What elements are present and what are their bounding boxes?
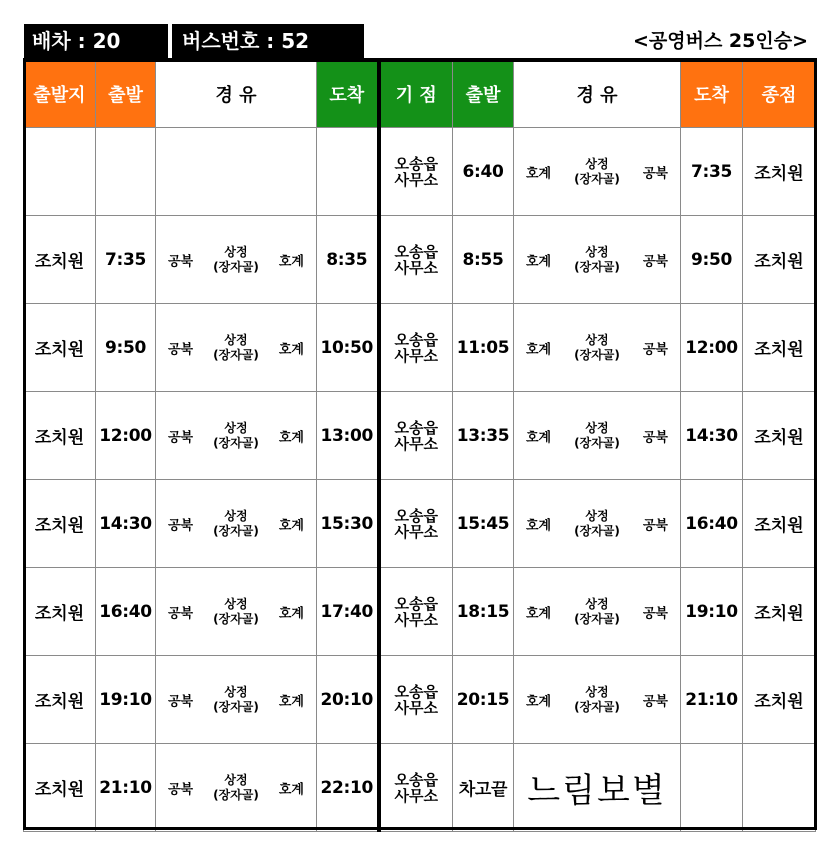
via-cell: [156, 480, 317, 568]
arrival-cell-2: [681, 744, 743, 832]
departure-cell: 21:10: [96, 744, 156, 832]
via-stop-middle-sub: (장자골): [213, 435, 259, 450]
via-route: [514, 128, 680, 215]
terminal-cell: [379, 392, 453, 480]
terminal-cell: [379, 656, 453, 744]
arrival-cell: 10:50: [317, 304, 379, 392]
departure-cell-2: 차고끝: [453, 744, 514, 832]
dispatch-label: 배차 : 20: [24, 24, 168, 58]
via-stop-last: 호계: [278, 342, 304, 357]
bus-number-label: 버스번호 : 52: [172, 24, 364, 58]
via-cell: [156, 656, 317, 744]
table-row: [24, 656, 816, 744]
end-cell: [743, 744, 816, 832]
via-cell: [514, 128, 681, 216]
via-stop-first: 공북: [168, 518, 194, 533]
departure-cell: 9:50: [96, 304, 156, 392]
via-cell: [514, 480, 681, 568]
terminal-sub: 사무소: [394, 610, 438, 629]
arrival-cell: 17:40: [317, 568, 379, 656]
via-stop-middle-sub: (장자골): [574, 699, 620, 714]
via-cell: [514, 392, 681, 480]
via-stop-first: 호계: [526, 518, 552, 533]
via-stop-middle-sub: (장자골): [574, 523, 620, 538]
via-stop-middle-name: 상정: [224, 420, 248, 435]
end-cell: 조치원: [743, 480, 816, 568]
via-stop-first: 공북: [168, 694, 194, 709]
terminal-name: 오송읍: [394, 770, 438, 789]
via-stop-middle-name: 상정: [224, 244, 248, 259]
departure-cell-2: 13:35: [453, 392, 514, 480]
arrival-cell-2: 12:00: [681, 304, 743, 392]
origin-cell: 조치원: [24, 568, 96, 656]
table-row: [24, 392, 816, 480]
via-stop-middle-name: 상정: [224, 772, 248, 787]
terminal-cell: [379, 568, 453, 656]
terminal-cell: [379, 128, 453, 216]
via-stop-middle-name: 상정: [224, 332, 248, 347]
via-stop-last: 호계: [278, 694, 304, 709]
origin-cell: [24, 128, 96, 216]
col-header-via: 경 유: [156, 61, 317, 128]
end-cell: 조치원: [743, 656, 816, 744]
departure-cell-2: 8:55: [453, 216, 514, 304]
via-stop-middle-sub: (장자골): [574, 171, 620, 186]
via-cell: [514, 304, 681, 392]
arrival-cell: 13:00: [317, 392, 379, 480]
via-stop-last: 공북: [642, 694, 668, 709]
via-stop-middle-sub: (장자골): [574, 347, 620, 362]
via-stop-last: 호계: [278, 254, 304, 269]
terminal-sub: 사무소: [394, 346, 438, 365]
origin-cell: 조치원: [24, 216, 96, 304]
via-stop-middle-name: 상정: [585, 332, 609, 347]
departure-cell: 12:00: [96, 392, 156, 480]
via-route: [156, 304, 316, 391]
origin-cell: 조치원: [24, 656, 96, 744]
departure-cell-2: 15:45: [453, 480, 514, 568]
arrival-cell-2: 16:40: [681, 480, 743, 568]
end-cell: 조치원: [743, 568, 816, 656]
via-stop-middle-sub: (장자골): [213, 347, 259, 362]
table-row: [24, 216, 816, 304]
arrival-cell-2: 9:50: [681, 216, 743, 304]
arrival-cell-2: 19:10: [681, 568, 743, 656]
via-cell: [514, 216, 681, 304]
via-stop-middle: [213, 509, 259, 539]
col-header-terminal: 기 점: [379, 61, 453, 128]
departure-cell: 7:35: [96, 216, 156, 304]
via-stop-middle-sub: (장자골): [213, 523, 259, 538]
arrival-cell: 22:10: [317, 744, 379, 832]
arrival-cell: [317, 128, 379, 216]
via-stop-first: 호계: [526, 166, 552, 181]
via-stop-middle: [574, 245, 620, 275]
via-stop-middle-name: 상정: [585, 156, 609, 171]
timetable: [23, 60, 816, 832]
via-stop-middle-sub: (장자골): [213, 787, 259, 802]
via-stop-middle-sub: (장자골): [213, 611, 259, 626]
end-cell: 조치원: [743, 128, 816, 216]
via-route: [156, 392, 316, 479]
terminal-name: 오송읍: [394, 594, 438, 613]
via-cell: [156, 744, 317, 832]
col-header-origin: 출발지: [24, 61, 96, 128]
terminal-sub: 사무소: [394, 258, 438, 277]
via-route: [514, 392, 680, 479]
departure-cell-2: 6:40: [453, 128, 514, 216]
table-row: [24, 568, 816, 656]
via-stop-middle: [213, 773, 259, 803]
arrival-cell-2: 7:35: [681, 128, 743, 216]
via-stop-middle-sub: (장자골): [574, 611, 620, 626]
via-cell: [514, 656, 681, 744]
col-header-arrival-2: 도착: [681, 61, 743, 128]
terminal-name: 오송읍: [394, 242, 438, 261]
departure-cell: [96, 128, 156, 216]
via-route: [514, 656, 680, 743]
end-cell: 조치원: [743, 304, 816, 392]
via-cell: [156, 568, 317, 656]
via-stop-middle-name: 상정: [224, 508, 248, 523]
via-stop-first: 공북: [168, 254, 194, 269]
via-stop-first: 호계: [526, 342, 552, 357]
departure-cell: 14:30: [96, 480, 156, 568]
via-stop-first: 공북: [168, 782, 194, 797]
via-stop-middle: [213, 685, 259, 715]
col-header-departure-2: 출발: [453, 61, 514, 128]
via-stop-middle: [213, 421, 259, 451]
via-stop-middle-name: 상정: [224, 684, 248, 699]
terminal-sub: 사무소: [394, 786, 438, 805]
arrival-cell: 15:30: [317, 480, 379, 568]
via-stop-first: 호계: [526, 694, 552, 709]
via-stop-middle-name: 상정: [585, 508, 609, 523]
via-cell: [156, 128, 317, 216]
via-stop-middle-sub: (장자골): [574, 259, 620, 274]
terminal-cell: [379, 480, 453, 568]
note-cell: 느림보별: [514, 744, 681, 832]
terminal-name: 오송읍: [394, 154, 438, 173]
via-stop-middle: [574, 333, 620, 363]
via-stop-last: 호계: [278, 606, 304, 621]
via-stop-last: 호계: [278, 430, 304, 445]
via-stop-middle: [574, 157, 620, 187]
via-route: [514, 568, 680, 655]
table-row: [24, 304, 816, 392]
arrival-cell: 8:35: [317, 216, 379, 304]
departure-cell-2: 20:15: [453, 656, 514, 744]
via-stop-middle: [574, 509, 620, 539]
via-stop-middle: [213, 597, 259, 627]
table-row: [24, 744, 816, 832]
via-stop-last: 호계: [278, 782, 304, 797]
via-stop-last: 공북: [642, 518, 668, 533]
terminal-cell: [379, 216, 453, 304]
col-header-departure: 출발: [96, 61, 156, 128]
table-top-line: [23, 58, 817, 62]
via-stop-middle: [574, 421, 620, 451]
via-route: [156, 744, 316, 831]
via-stop-last: 공북: [642, 254, 668, 269]
via-stop-middle-name: 상정: [585, 420, 609, 435]
via-route: [156, 216, 316, 303]
via-stop-last: 호계: [278, 518, 304, 533]
origin-cell: 조치원: [24, 744, 96, 832]
terminal-name: 오송읍: [394, 506, 438, 525]
via-stop-middle-name: 상정: [585, 244, 609, 259]
via-stop-middle: [213, 245, 259, 275]
origin-cell: 조치원: [24, 392, 96, 480]
origin-cell: 조치원: [24, 480, 96, 568]
departure-cell-2: 11:05: [453, 304, 514, 392]
table-row: [24, 128, 816, 216]
origin-cell: 조치원: [24, 304, 96, 392]
arrival-cell-2: 14:30: [681, 392, 743, 480]
via-stop-middle-name: 상정: [585, 684, 609, 699]
col-header-arrival: 도착: [317, 61, 379, 128]
end-cell: 조치원: [743, 392, 816, 480]
col-header-end: 종점: [743, 61, 816, 128]
via-stop-middle-name: 상정: [224, 596, 248, 611]
via-stop-last: 공북: [642, 606, 668, 621]
via-stop-middle-sub: (장자골): [574, 435, 620, 450]
terminal-sub: 사무소: [394, 522, 438, 541]
via-stop-middle: [574, 685, 620, 715]
via-route: [156, 480, 316, 567]
via-stop-first: 호계: [526, 606, 552, 621]
header-row: [24, 61, 816, 128]
via-stop-first: 공북: [168, 430, 194, 445]
via-cell: [156, 392, 317, 480]
via-cell: [156, 216, 317, 304]
departure-cell: 16:40: [96, 568, 156, 656]
via-stop-last: 공북: [642, 342, 668, 357]
via-stop-middle: [213, 333, 259, 363]
via-stop-first: 호계: [526, 254, 552, 269]
terminal-name: 오송읍: [394, 418, 438, 437]
table-row: [24, 480, 816, 568]
terminal-sub: 사무소: [394, 170, 438, 189]
arrival-cell-2: 21:10: [681, 656, 743, 744]
via-stop-first: 공북: [168, 342, 194, 357]
col-header-via-2: 경 유: [514, 61, 681, 128]
via-route: [514, 480, 680, 567]
terminal-sub: 사무소: [394, 434, 438, 453]
via-stop-last: 공북: [642, 166, 668, 181]
departure-cell: 19:10: [96, 656, 156, 744]
via-route: [156, 656, 316, 743]
via-stop-last: 공북: [642, 430, 668, 445]
terminal-name: 오송읍: [394, 682, 438, 701]
via-stop-first: 공북: [168, 606, 194, 621]
bus-type-label: <공영버스 25인승>: [632, 30, 808, 52]
via-stop-middle-sub: (장자골): [213, 699, 259, 714]
terminal-name: 오송읍: [394, 330, 438, 349]
via-route: [156, 568, 316, 655]
terminal-cell: [379, 744, 453, 832]
end-cell: 조치원: [743, 216, 816, 304]
via-cell: [156, 304, 317, 392]
via-route: [514, 304, 680, 391]
terminal-sub: 사무소: [394, 698, 438, 717]
via-stop-middle: [574, 597, 620, 627]
via-stop-middle-name: 상정: [585, 596, 609, 611]
via-stop-middle-sub: (장자골): [213, 259, 259, 274]
terminal-cell: [379, 304, 453, 392]
via-stop-first: 호계: [526, 430, 552, 445]
arrival-cell: 20:10: [317, 656, 379, 744]
via-route: [514, 216, 680, 303]
departure-cell-2: 18:15: [453, 568, 514, 656]
via-cell: [514, 568, 681, 656]
